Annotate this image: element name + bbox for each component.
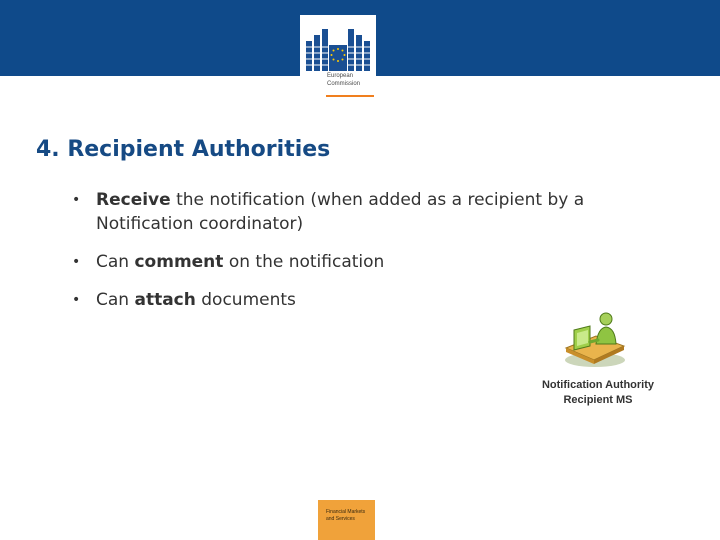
bullet-glyph: • <box>72 254 81 270</box>
logo-line2: Commission <box>327 80 361 87</box>
bullet-item <box>72 188 682 236</box>
person-at-desk-icon <box>562 310 628 368</box>
logo-wordmark <box>327 73 360 88</box>
bullet-prefix: Can <box>96 252 135 272</box>
bullet-text: the notification (when added as a recipient by a Notification coordinator) <box>96 190 585 234</box>
bullet-text: on the notification <box>223 252 385 272</box>
figure-caption <box>516 378 680 408</box>
bullet-item <box>72 250 682 274</box>
logo-line1: European <box>327 73 354 79</box>
bullet-glyph: • <box>72 192 81 208</box>
figure-caption-line1: Notification Authority <box>541 379 655 391</box>
european-commission-logo <box>300 15 376 99</box>
bullet-text: documents <box>195 290 296 310</box>
figure-caption-line2: Recipient MS <box>563 394 633 406</box>
bullet-keyword: comment <box>134 252 224 272</box>
bullet-list <box>72 188 682 326</box>
slide-title: 4. Recipient Authorities <box>36 137 331 162</box>
footer-line2: and Services <box>326 515 355 522</box>
footer-tag <box>318 500 375 540</box>
ec-building-flag-icon <box>304 19 372 71</box>
bullet-item <box>72 288 682 312</box>
bullet-glyph: • <box>72 292 81 308</box>
bullet-keyword: Receive <box>96 190 171 210</box>
footer-line1: Financial Markets <box>326 509 366 515</box>
logo-underline <box>326 95 374 97</box>
bullet-keyword: attach <box>134 290 196 310</box>
bullet-prefix: Can <box>96 290 135 310</box>
footer-tag-text <box>326 509 365 522</box>
